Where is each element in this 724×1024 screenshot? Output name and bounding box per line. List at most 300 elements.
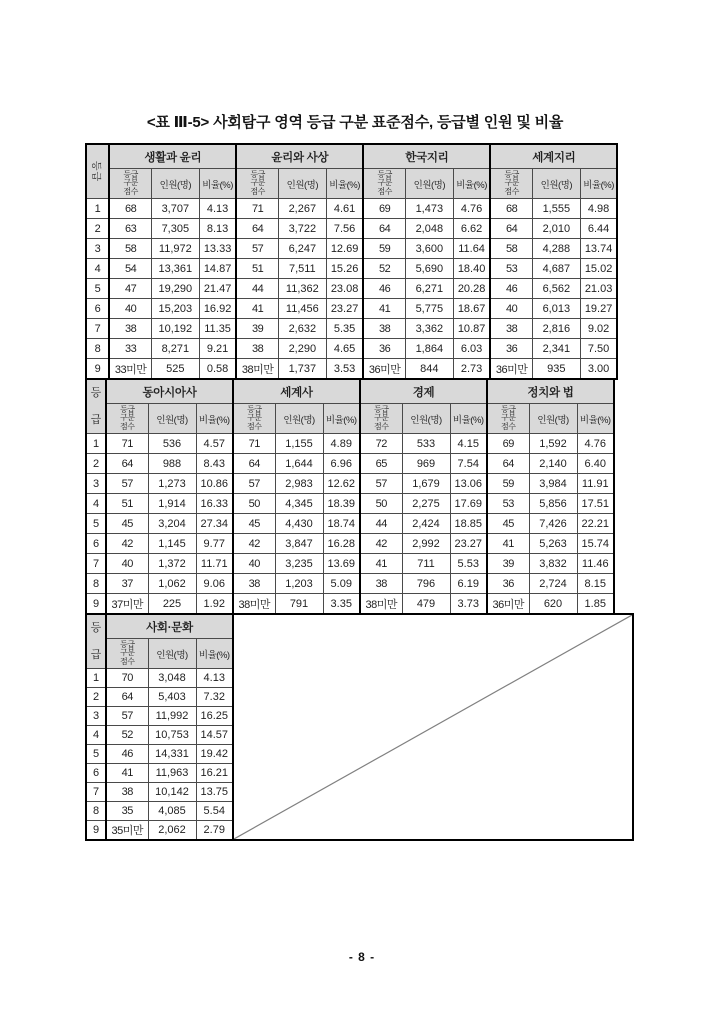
count-cell: 3,235 (275, 554, 323, 574)
score-cell: 38 (363, 319, 405, 339)
score-header-line: 등급 (504, 169, 519, 179)
score-cell: 50 (360, 494, 402, 514)
count-cell: 1,203 (275, 574, 323, 594)
score-column-header (236, 169, 278, 199)
score-column-header (106, 639, 148, 669)
ratio-cell: 7.50 (580, 339, 617, 359)
score-header-line: 등급 (374, 404, 389, 414)
grade-cell: 9 (86, 821, 106, 841)
score-cell: 69 (487, 434, 529, 454)
table-row (86, 669, 233, 688)
count-cell: 10,142 (148, 783, 196, 802)
ratio-cell: 23.27 (450, 534, 487, 554)
score-cell: 38 (490, 319, 532, 339)
score-cell: 63 (109, 219, 151, 239)
count-column-header: 인원(명) (532, 169, 580, 199)
tables-container (85, 143, 636, 841)
score-cell: 38미만 (360, 594, 402, 615)
ratio-cell: 13.69 (323, 554, 360, 574)
table-row (86, 494, 614, 514)
score-cell: 47 (109, 279, 151, 299)
ratio-cell: 6.44 (580, 219, 617, 239)
ratio-cell: 4.89 (323, 434, 360, 454)
score-header-line: 점수 (504, 186, 519, 196)
count-cell: 4,085 (148, 802, 196, 821)
count-cell: 536 (148, 434, 196, 454)
count-cell: 711 (402, 554, 450, 574)
ratio-cell: 5.53 (450, 554, 487, 574)
score-cell: 45 (106, 514, 148, 534)
table-row (86, 239, 617, 259)
table-row (86, 434, 614, 454)
score-cell: 72 (360, 434, 402, 454)
count-cell: 5,775 (405, 299, 453, 319)
score-cell: 38 (360, 574, 402, 594)
subject-header-row (86, 144, 617, 169)
ratio-cell: 19.42 (196, 745, 233, 764)
ratio-cell: 18.85 (450, 514, 487, 534)
count-cell: 7,511 (278, 259, 326, 279)
ratio-cell: 4.76 (577, 434, 614, 454)
ratio-cell: 17.51 (577, 494, 614, 514)
ratio-cell: 6.40 (577, 454, 614, 474)
ratio-cell: 15.02 (580, 259, 617, 279)
table-row (86, 514, 614, 534)
score-header-line: 구분 (247, 413, 262, 423)
score-cell: 64 (363, 219, 405, 239)
grade-cell: 7 (86, 554, 106, 574)
score-header-line: 등급 (377, 169, 392, 179)
count-cell: 7,426 (529, 514, 577, 534)
count-cell: 1,273 (148, 474, 196, 494)
ratio-cell: 7.54 (450, 454, 487, 474)
grade-cell: 4 (86, 259, 109, 279)
ratio-cell: 18.67 (453, 299, 490, 319)
score-header-line: 등급 (120, 404, 135, 414)
score-header-line: 구분 (504, 178, 519, 188)
ratio-cell: 8.15 (577, 574, 614, 594)
count-cell: 2,816 (532, 319, 580, 339)
grade-header-label (87, 615, 105, 668)
count-cell: 3,832 (529, 554, 577, 574)
table-title: <표 Ⅲ-5> 사회탐구 영역 등급 구분 표준점수, 등급별 인원 및 비율 (146, 114, 564, 131)
count-cell: 2,275 (402, 494, 450, 514)
subject-header-row (86, 379, 614, 404)
score-cell: 57 (233, 474, 275, 494)
subject-header: 경제 (360, 379, 487, 404)
grade-cell: 5 (86, 745, 106, 764)
score-cell: 54 (109, 259, 151, 279)
empty-diagonal-cell (232, 613, 634, 841)
count-cell: 1,555 (532, 199, 580, 219)
score-header-line: 등급 (250, 169, 265, 179)
ratio-cell: 13.75 (196, 783, 233, 802)
ratio-cell: 16.92 (199, 299, 236, 319)
grade-cell: 2 (86, 219, 109, 239)
ratio-cell: 1.85 (577, 594, 614, 615)
ratio-cell: 4.13 (196, 669, 233, 688)
ratio-cell: 13.74 (580, 239, 617, 259)
ratio-cell: 27.34 (196, 514, 233, 534)
count-cell: 2,267 (278, 199, 326, 219)
score-header-line: 점수 (377, 186, 392, 196)
count-cell: 3,707 (151, 199, 199, 219)
score-cell: 40 (490, 299, 532, 319)
count-column-header: 인원(명) (529, 404, 577, 434)
ratio-cell: 3.73 (450, 594, 487, 615)
score-cell: 41 (363, 299, 405, 319)
ratio-column-header: 비율(%) (323, 404, 360, 434)
ratio-cell: 16.28 (323, 534, 360, 554)
subject-header-row (86, 614, 233, 639)
table-row (86, 259, 617, 279)
score-cell: 45 (487, 514, 529, 534)
count-cell: 988 (148, 454, 196, 474)
count-column-header: 인원(명) (405, 169, 453, 199)
grade-cell: 2 (86, 688, 106, 707)
ratio-cell: 18.40 (453, 259, 490, 279)
score-column-header (360, 404, 402, 434)
score-cell: 53 (487, 494, 529, 514)
count-cell: 15,203 (151, 299, 199, 319)
grade-header-char: 급 (90, 648, 102, 661)
ratio-column-header: 비율(%) (453, 169, 490, 199)
score-header-line: 등급 (120, 639, 135, 649)
score-cell: 68 (109, 199, 151, 219)
score-cell: 36미만 (487, 594, 529, 615)
grade-cell: 3 (86, 707, 106, 726)
score-table-3 (85, 613, 234, 841)
ratio-cell: 2.73 (453, 359, 490, 380)
score-cell: 51 (236, 259, 278, 279)
ratio-cell: 2.79 (196, 821, 233, 841)
ratio-cell: 14.57 (196, 726, 233, 745)
count-cell: 3,984 (529, 474, 577, 494)
count-column-header: 인원(명) (278, 169, 326, 199)
grade-header-label (87, 380, 105, 433)
score-cell: 46 (106, 745, 148, 764)
ratio-column-header: 비율(%) (580, 169, 617, 199)
ratio-cell: 19.27 (580, 299, 617, 319)
table-row (86, 574, 614, 594)
count-cell: 5,403 (148, 688, 196, 707)
count-column-header: 인원(명) (402, 404, 450, 434)
score-cell: 37미만 (106, 594, 148, 615)
subject-header: 동아시아사 (106, 379, 233, 404)
grade-cell: 1 (86, 669, 106, 688)
table-body (86, 669, 233, 841)
count-cell: 2,424 (402, 514, 450, 534)
count-cell: 5,690 (405, 259, 453, 279)
table-row (86, 554, 614, 574)
score-cell: 68 (490, 199, 532, 219)
table-body (86, 434, 614, 615)
grade-cell: 6 (86, 534, 106, 554)
count-cell: 2,341 (532, 339, 580, 359)
grade-cell: 5 (86, 514, 106, 534)
sub-header-row (86, 639, 233, 669)
ratio-cell: 10.87 (453, 319, 490, 339)
score-cell: 57 (106, 707, 148, 726)
grade-header-char: 등 (90, 622, 102, 635)
grade-column-header (86, 379, 106, 434)
table-row (86, 745, 233, 764)
count-cell: 791 (275, 594, 323, 615)
grade-cell: 7 (86, 783, 106, 802)
score-cell: 42 (233, 534, 275, 554)
count-cell: 1,155 (275, 434, 323, 454)
grade-cell: 1 (86, 199, 109, 219)
ratio-cell: 11.64 (453, 239, 490, 259)
score-cell: 35미만 (106, 821, 148, 841)
ratio-cell: 8.13 (199, 219, 236, 239)
score-header-line: 점수 (501, 421, 516, 431)
score-header-line: 구분 (250, 178, 265, 188)
score-cell: 36미만 (490, 359, 532, 380)
table-row (86, 219, 617, 239)
ratio-cell: 4.98 (580, 199, 617, 219)
ratio-cell: 11.71 (196, 554, 233, 574)
count-cell: 6,013 (532, 299, 580, 319)
score-header-line: 구분 (123, 178, 138, 188)
score-header-line: 점수 (123, 186, 138, 196)
ratio-cell: 11.46 (577, 554, 614, 574)
score-header-line: 구분 (374, 413, 389, 423)
ratio-cell: 3.00 (580, 359, 617, 380)
score-cell: 57 (236, 239, 278, 259)
grade-cell: 6 (86, 299, 109, 319)
score-cell: 52 (106, 726, 148, 745)
score-cell: 38미만 (236, 359, 278, 380)
score-column-header (109, 169, 151, 199)
count-cell: 3,600 (405, 239, 453, 259)
grade-cell: 1 (86, 434, 106, 454)
count-cell: 2,632 (278, 319, 326, 339)
ratio-cell: 21.03 (580, 279, 617, 299)
score-cell: 36 (490, 339, 532, 359)
grade-cell: 4 (86, 494, 106, 514)
third-table-slot (85, 613, 234, 841)
count-cell: 11,456 (278, 299, 326, 319)
count-cell: 4,430 (275, 514, 323, 534)
score-header-line: 구분 (120, 648, 135, 658)
ratio-cell: 17.69 (450, 494, 487, 514)
grade-cell: 6 (86, 764, 106, 783)
score-cell: 71 (106, 434, 148, 454)
ratio-cell: 15.26 (326, 259, 363, 279)
subject-header: 생활과 윤리 (109, 144, 236, 169)
count-cell: 6,247 (278, 239, 326, 259)
ratio-cell: 16.25 (196, 707, 233, 726)
score-header-line: 등급 (123, 169, 138, 179)
count-cell: 3,048 (148, 669, 196, 688)
grade-cell: 5 (86, 279, 109, 299)
sub-header-row (86, 169, 617, 199)
ratio-cell: 9.77 (196, 534, 233, 554)
table-row (86, 764, 233, 783)
ratio-column-header: 비율(%) (199, 169, 236, 199)
count-cell: 2,140 (529, 454, 577, 474)
ratio-cell: 4.13 (199, 199, 236, 219)
ratio-cell: 9.21 (199, 339, 236, 359)
score-cell: 44 (360, 514, 402, 534)
count-cell: 14,331 (148, 745, 196, 764)
count-cell: 11,992 (148, 707, 196, 726)
ratio-cell: 6.62 (453, 219, 490, 239)
ratio-cell: 6.96 (323, 454, 360, 474)
count-cell: 5,856 (529, 494, 577, 514)
score-cell: 44 (236, 279, 278, 299)
ratio-cell: 4.15 (450, 434, 487, 454)
count-cell: 13,361 (151, 259, 199, 279)
count-cell: 11,362 (278, 279, 326, 299)
ratio-column-header: 비율(%) (450, 404, 487, 434)
score-cell: 64 (106, 688, 148, 707)
count-cell: 11,972 (151, 239, 199, 259)
score-cell: 39 (487, 554, 529, 574)
ratio-cell: 13.33 (199, 239, 236, 259)
count-cell: 1,372 (148, 554, 196, 574)
score-cell: 71 (233, 434, 275, 454)
score-header-line: 구분 (120, 413, 135, 423)
count-cell: 1,473 (405, 199, 453, 219)
ratio-column-header: 비율(%) (577, 404, 614, 434)
count-cell: 2,062 (148, 821, 196, 841)
score-cell: 71 (236, 199, 278, 219)
count-cell: 225 (148, 594, 196, 615)
score-cell: 64 (233, 454, 275, 474)
ratio-cell: 18.39 (323, 494, 360, 514)
count-cell: 5,263 (529, 534, 577, 554)
ratio-cell: 21.47 (199, 279, 236, 299)
score-cell: 40 (106, 554, 148, 574)
count-cell: 3,722 (278, 219, 326, 239)
ratio-cell: 11.91 (577, 474, 614, 494)
score-cell: 64 (236, 219, 278, 239)
count-cell: 1,679 (402, 474, 450, 494)
count-cell: 3,204 (148, 514, 196, 534)
score-column-header (363, 169, 405, 199)
ratio-column-header: 비율(%) (326, 169, 363, 199)
score-cell: 59 (487, 474, 529, 494)
ratio-cell: 8.43 (196, 454, 233, 474)
table-row (86, 319, 617, 339)
grade-cell: 2 (86, 454, 106, 474)
count-cell: 525 (151, 359, 199, 380)
score-cell: 42 (106, 534, 148, 554)
table-row (86, 299, 617, 319)
table-row (86, 726, 233, 745)
count-cell: 2,010 (532, 219, 580, 239)
score-cell: 58 (109, 239, 151, 259)
grade-cell: 9 (86, 594, 106, 615)
score-table-1 (85, 143, 618, 380)
ratio-cell: 4.57 (196, 434, 233, 454)
count-cell: 6,271 (405, 279, 453, 299)
ratio-cell: 14.87 (199, 259, 236, 279)
bottom-row (85, 613, 634, 841)
count-cell: 7,305 (151, 219, 199, 239)
ratio-cell: 6.19 (450, 574, 487, 594)
ratio-column-header: 비율(%) (196, 404, 233, 434)
count-column-header: 인원(명) (148, 639, 196, 669)
ratio-cell: 3.53 (326, 359, 363, 380)
ratio-cell: 7.32 (196, 688, 233, 707)
score-cell: 40 (109, 299, 151, 319)
count-cell: 3,847 (275, 534, 323, 554)
grade-column-header (86, 144, 109, 199)
grade-cell: 4 (86, 726, 106, 745)
ratio-cell: 4.65 (326, 339, 363, 359)
count-cell: 19,290 (151, 279, 199, 299)
grade-cell: 8 (86, 802, 106, 821)
score-cell: 33미만 (109, 359, 151, 380)
subject-header: 윤리와 사상 (236, 144, 363, 169)
ratio-cell: 23.08 (326, 279, 363, 299)
ratio-cell: 18.74 (323, 514, 360, 534)
score-cell: 38미만 (233, 594, 275, 615)
grade-header-label: 등급 (90, 160, 102, 182)
ratio-cell: 5.54 (196, 802, 233, 821)
ratio-cell: 16.33 (196, 494, 233, 514)
ratio-cell: 10.86 (196, 474, 233, 494)
grade-header-char: 등 (90, 387, 102, 400)
ratio-cell: 1.92 (196, 594, 233, 615)
score-cell: 50 (233, 494, 275, 514)
sub-header-row (86, 404, 614, 434)
score-cell: 57 (106, 474, 148, 494)
score-cell: 38 (109, 319, 151, 339)
ratio-column-header: 비율(%) (196, 639, 233, 669)
score-header-line: 등급 (247, 404, 262, 414)
score-header-line: 구분 (377, 178, 392, 188)
ratio-cell: 6.03 (453, 339, 490, 359)
score-cell: 64 (490, 219, 532, 239)
ratio-cell: 9.06 (196, 574, 233, 594)
score-cell: 36 (363, 339, 405, 359)
score-cell: 41 (360, 554, 402, 574)
count-cell: 2,290 (278, 339, 326, 359)
grade-cell: 8 (86, 574, 106, 594)
subject-header: 정치와 법 (487, 379, 614, 404)
ratio-cell: 16.21 (196, 764, 233, 783)
score-cell: 70 (106, 669, 148, 688)
score-cell: 58 (490, 239, 532, 259)
score-cell: 59 (363, 239, 405, 259)
score-cell: 64 (106, 454, 148, 474)
subject-header: 사회·문화 (106, 614, 233, 639)
count-cell: 533 (402, 434, 450, 454)
ratio-cell: 4.76 (453, 199, 490, 219)
ratio-cell: 7.56 (326, 219, 363, 239)
ratio-cell: 12.69 (326, 239, 363, 259)
score-cell: 42 (360, 534, 402, 554)
table-row (86, 454, 614, 474)
score-column-header (233, 404, 275, 434)
table-head (86, 614, 233, 669)
table-row (86, 279, 617, 299)
count-column-header: 인원(명) (148, 404, 196, 434)
score-cell: 38 (233, 574, 275, 594)
table-row (86, 534, 614, 554)
count-column-header: 인원(명) (275, 404, 323, 434)
score-cell: 38 (106, 783, 148, 802)
count-cell: 1,644 (275, 454, 323, 474)
table-row (86, 199, 617, 219)
table-row (86, 783, 233, 802)
count-cell: 11,963 (148, 764, 196, 783)
score-cell: 36미만 (363, 359, 405, 380)
